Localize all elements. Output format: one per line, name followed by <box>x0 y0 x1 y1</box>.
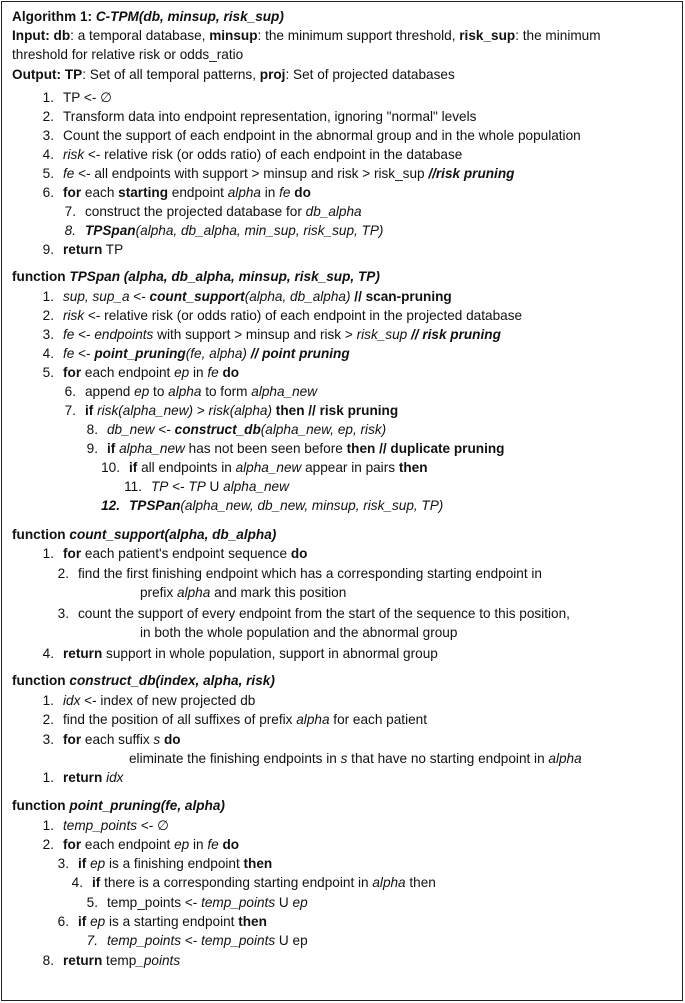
text-run: s <box>153 732 161 747</box>
step-number: 9. <box>86 441 98 456</box>
algorithm-input-line-2 <box>12 46 243 64</box>
text-run: <- ∅ <box>137 818 169 833</box>
text-run: s <box>340 751 348 766</box>
text-run: each patient's endpoint sequence <box>81 546 291 561</box>
text-run: in <box>189 365 208 380</box>
step-number: 6. <box>42 185 54 200</box>
text-run: // point pruning <box>246 346 350 361</box>
text-run: (fe, alpha) <box>185 346 247 361</box>
text-run: has not been seen before <box>184 441 347 456</box>
text-run: Count the support of each endpoint in the abnormal group and in the whole population <box>63 128 581 143</box>
text-run: fe <box>63 166 75 181</box>
step-number: 8. <box>86 422 98 437</box>
text-run: for <box>63 837 82 852</box>
text-run: alpha_new <box>223 479 289 494</box>
tpspan-heading <box>12 268 380 286</box>
text-run: do <box>160 732 181 747</box>
step-text <box>63 817 169 835</box>
text-run: fe <box>279 185 291 200</box>
step-text <box>92 874 436 892</box>
step-text <box>63 731 181 749</box>
text-run: then <box>243 856 273 871</box>
text-run: each suffix <box>81 732 154 747</box>
text-run: count_support <box>149 289 245 304</box>
text-run: // scan-pruning <box>350 289 452 304</box>
text-run: for each patient <box>329 712 428 727</box>
step-number: 2. <box>42 109 54 124</box>
text-run: TP <box>188 479 206 494</box>
text-run: (alpha, db_alpha, min_sup, risk_sup, TP) <box>135 223 384 238</box>
text-run: db_new <box>107 422 155 437</box>
text-run: to form <box>201 384 252 399</box>
step-text <box>63 127 581 145</box>
text-run: risk_sup <box>356 327 408 342</box>
text-run: db_alpha <box>305 204 362 219</box>
text-run: all endpoints in <box>137 460 236 475</box>
text-run: TPSPan <box>129 498 181 513</box>
text-run: return <box>63 770 103 785</box>
text-run: append <box>85 384 135 399</box>
text-run: <- index of new projected db <box>80 693 256 708</box>
text-run: that have no starting endpoint in <box>347 751 549 766</box>
text-run: TP <box>64 67 83 82</box>
text-run: // risk pruning <box>304 403 399 418</box>
step-number: 6. <box>64 384 76 399</box>
text-run: risk(alpha) <box>208 403 273 418</box>
text-run: is a starting endpoint <box>105 914 239 929</box>
text-run: fe <box>207 837 219 852</box>
text-run: temp_points <box>201 933 276 948</box>
text-run: alpha <box>168 384 202 399</box>
text-run: alpha_new <box>119 441 185 456</box>
text-run: temp_points <- <box>107 895 202 910</box>
text-run: for <box>63 365 82 380</box>
step-number: 3. <box>42 128 54 143</box>
step-number: 2. <box>42 712 54 727</box>
step-number: 3. <box>42 732 54 747</box>
text-run: then <box>346 441 376 456</box>
text-run: if <box>92 875 101 890</box>
text-run: TP <box>151 479 169 494</box>
step-text <box>63 836 239 854</box>
text-run: TPSpan <box>85 223 136 238</box>
step-text <box>78 855 272 873</box>
text-run: support in whole population, support in abnormal group <box>102 646 438 661</box>
text-run: Algorithm 1: <box>12 9 96 24</box>
text-run: fe <box>207 365 219 380</box>
text-run: risk(alpha_new) <box>97 403 194 418</box>
text-run: find the first finishing endpoint which has a corresponding starting endpoint in <box>78 566 542 581</box>
step-text <box>63 952 180 970</box>
text-run: if <box>85 403 94 418</box>
text-run: : Set of projected databases <box>285 67 455 82</box>
text-run: to <box>149 384 169 399</box>
step-number: 7. <box>64 204 76 219</box>
step-number: 9. <box>42 242 54 257</box>
text-run: ep <box>90 856 106 871</box>
step-text <box>63 307 522 325</box>
text-run: fe <box>63 327 75 342</box>
step-number: 11. <box>124 479 142 494</box>
text-run: return <box>63 953 103 968</box>
text-run: // duplicate pruning <box>375 441 505 456</box>
text-run: alpha_new <box>235 460 302 475</box>
text-run: alpha <box>296 712 330 727</box>
text-run: for <box>63 185 82 200</box>
step-text <box>151 478 289 496</box>
step-text <box>140 584 346 602</box>
text-run: then <box>405 875 436 890</box>
step-number: 1. <box>42 770 54 785</box>
text-run: return <box>63 242 103 257</box>
text-run: fe <box>63 346 75 361</box>
text-run: Transform data into endpoint representation, ignoring "normal" levels <box>63 109 477 124</box>
text-run: alpha <box>227 185 261 200</box>
step-text <box>107 421 386 439</box>
text-run: idx <box>63 693 81 708</box>
text-run: do <box>290 185 311 200</box>
text-run: function <box>12 269 70 284</box>
text-run: idx <box>106 770 124 785</box>
text-run: //risk pruning <box>428 166 515 181</box>
step-number: 4. <box>42 646 54 661</box>
text-run: U ep <box>275 933 308 948</box>
step-text <box>63 165 514 183</box>
text-run: alpha <box>372 875 406 890</box>
step-number: 1. <box>42 289 54 304</box>
text-run: sup, sup_a <box>63 289 130 304</box>
text-run: temp_points <box>63 818 138 833</box>
text-run: in <box>261 185 280 200</box>
step-number: 3. <box>57 856 69 871</box>
text-run: threshold for relative risk or odds_ratio <box>12 47 244 62</box>
text-run: do <box>290 546 308 561</box>
text-run: risk <box>63 308 85 323</box>
text-run: : a temporal database, <box>70 28 210 43</box>
text-run: each endpoint <box>81 837 175 852</box>
text-run: proj <box>259 67 286 82</box>
step-text <box>63 364 239 382</box>
text-run: TP <- ∅ <box>63 90 112 105</box>
text-run: <- relative risk (or odds ratio) of each endpoint in the projected database <box>84 308 523 323</box>
step-text <box>63 288 452 306</box>
text-run: point_pruning(fe, alpha) <box>69 798 225 813</box>
step-number: 7. <box>86 933 98 948</box>
text-run: U <box>205 479 224 494</box>
text-run: then <box>398 460 428 475</box>
text-run: function <box>12 527 70 542</box>
text-run: if <box>107 441 116 456</box>
text-run: construct the projected database for <box>85 204 306 219</box>
step-text <box>78 605 570 623</box>
text-run: do <box>218 365 240 380</box>
algorithm-output-line <box>12 66 455 84</box>
text-run: point_pruning <box>94 346 186 361</box>
step-text <box>78 913 267 931</box>
step-text <box>78 565 542 583</box>
text-run: TPSpan <box>69 269 120 284</box>
algorithm-input-line-1 <box>12 27 601 45</box>
step-text <box>63 89 112 107</box>
text-run: each <box>81 185 119 200</box>
step-number: 6. <box>57 914 69 929</box>
text-run: > <box>193 403 209 418</box>
step-text <box>107 894 308 912</box>
step-number: 2. <box>42 308 54 323</box>
text-run: (alpha_new, ep, risk) <box>260 422 387 437</box>
step-text <box>85 203 362 221</box>
text-run: : Set of all temporal patterns, <box>82 67 260 82</box>
step-number: 3. <box>42 327 54 342</box>
text-run: <- <box>181 933 202 948</box>
text-run: function <box>12 798 70 813</box>
step-text <box>63 345 350 363</box>
text-run: return <box>63 646 103 661</box>
step-text <box>140 624 457 642</box>
step-text <box>85 402 398 420</box>
count-support-heading <box>12 526 276 544</box>
step-number: 2. <box>57 566 69 581</box>
text-run: db <box>53 28 71 43</box>
text-run: in both the whole population and the abnormal group <box>140 625 458 640</box>
text-run: _points <box>136 953 181 968</box>
text-run: : the minimum support threshold, <box>257 28 460 43</box>
text-run: alpha <box>177 585 211 600</box>
text-run: then <box>238 914 267 929</box>
text-run: minsup <box>209 28 258 43</box>
text-run: alpha <box>548 751 582 766</box>
step-text <box>63 645 438 663</box>
text-run: function <box>12 673 70 688</box>
step-text <box>63 184 311 202</box>
step-number: 12. <box>101 498 120 513</box>
step-text <box>129 497 443 515</box>
algorithm-heading <box>12 8 284 26</box>
text-run: prefix <box>140 585 178 600</box>
text-run: for <box>63 732 82 747</box>
step-text <box>107 440 504 458</box>
text-run: starting <box>118 185 169 200</box>
text-run: Input: <box>12 28 50 43</box>
text-run: count the support of every endpoint from the start of the sequence to this position, <box>78 606 570 621</box>
step-number: 4. <box>42 346 54 361</box>
step-number: 1. <box>42 693 54 708</box>
step-text <box>129 750 582 768</box>
step-number: 5. <box>42 365 54 380</box>
step-text <box>63 241 123 259</box>
text-run: endpoint <box>168 185 228 200</box>
step-number: 3. <box>57 606 69 621</box>
construct-db-heading <box>12 672 275 690</box>
step-number: 1. <box>42 90 54 105</box>
text-run: construct_db <box>174 422 261 437</box>
text-run: construct_db(index, alpha, risk) <box>69 673 275 688</box>
text-run: temp <box>102 953 137 968</box>
step-number: 5. <box>86 895 98 910</box>
text-run: (alpha_new, db_new, minsup, risk_sup, TP) <box>180 498 444 513</box>
text-run: // risk pruning <box>407 327 501 342</box>
text-run: for <box>63 546 82 561</box>
text-run: <- <box>74 346 95 361</box>
text-run: with support > minsup and risk > <box>153 327 357 342</box>
text-run: eliminate the finishing endpoints in <box>129 751 341 766</box>
text-run: find the position of all suffixes of prefix <box>63 712 297 727</box>
text-run: <- <box>74 327 95 342</box>
step-text <box>63 545 307 563</box>
step-text <box>63 769 123 787</box>
text-run: and mark this position <box>210 585 347 600</box>
text-run: U <box>275 895 293 910</box>
step-text <box>85 383 317 401</box>
step-number: 10. <box>101 460 120 475</box>
text-run: temp_points <box>201 895 276 910</box>
text-run: <- relative risk (or odds ratio) of each endpoint in the database <box>84 147 463 162</box>
text-run: risk_sup <box>459 28 516 43</box>
text-run: in <box>189 837 208 852</box>
text-run: temp_points <box>107 933 182 948</box>
step-number: 8. <box>64 223 76 238</box>
text-run: ep <box>292 895 308 910</box>
text-run: (alpha, db_alpha, minsup, risk_sup, TP) <box>120 269 380 284</box>
text-run: alpha_new <box>251 384 318 399</box>
text-run: there is a corresponding starting endpoint in <box>100 875 373 890</box>
text-run: each endpoint <box>81 365 175 380</box>
step-text <box>63 146 462 164</box>
step-text <box>63 711 427 729</box>
step-text <box>129 459 428 477</box>
text-run: ep <box>174 837 190 852</box>
step-number: 4. <box>71 875 83 890</box>
text-run: <- all endpoints with support > minsup and risk > risk_sup <box>74 166 429 181</box>
text-run: if <box>78 914 87 929</box>
step-number: 2. <box>42 837 54 852</box>
step-text <box>107 932 308 950</box>
step-number: 1. <box>42 818 54 833</box>
text-run: ep <box>134 384 150 399</box>
text-run: appear in pairs <box>301 460 399 475</box>
step-number: 5. <box>42 166 54 181</box>
text-run: if <box>129 460 138 475</box>
step-number: 1. <box>42 546 54 561</box>
text-run: Output: <box>12 67 65 82</box>
step-text <box>63 326 501 344</box>
text-run: TP <box>102 242 124 257</box>
point-pruning-heading <box>12 797 225 815</box>
text-run: if <box>78 856 87 871</box>
step-text <box>63 692 255 710</box>
text-run: ep <box>90 914 106 929</box>
text-run: <- <box>168 479 189 494</box>
text-run: count_support(alpha, db_alpha) <box>69 527 277 542</box>
text-run: : the minimum <box>515 28 601 43</box>
step-number: 7. <box>64 403 76 418</box>
text-run: endpoints <box>94 327 154 342</box>
text-run: risk <box>63 147 85 162</box>
step-number: 4. <box>42 147 54 162</box>
text-run: (alpha, db_alpha) <box>244 289 351 304</box>
text-run: <- <box>129 289 150 304</box>
text-run: ep <box>174 365 190 380</box>
text-run: is a finishing endpoint <box>105 856 244 871</box>
text-run: do <box>218 837 240 852</box>
step-text <box>85 222 383 240</box>
text-run: C-TPM(db, minsup, risk_sup) <box>95 9 284 24</box>
text-run: <- <box>154 422 175 437</box>
step-text <box>63 108 476 126</box>
step-number: 8. <box>42 953 54 968</box>
text-run: then <box>275 403 305 418</box>
